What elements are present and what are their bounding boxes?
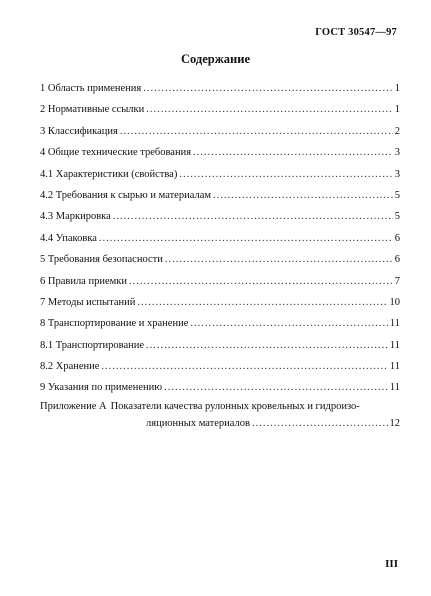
toc-entry-page: 11 (389, 318, 400, 330)
toc-entry-label: 6 Правила приемки (40, 275, 127, 287)
dot-leader (113, 211, 393, 222)
toc-entry-4-2 (40, 187, 400, 201)
toc-entry-label: 9 Указания по применению (40, 382, 163, 394)
toc-entry-label: 4.1 Характеристики (свойства) (40, 168, 178, 180)
toc-entry-label: 7 Методы испытаний (40, 296, 136, 308)
toc-entry-label: 5 Требования безопасности (40, 254, 163, 266)
toc-entry-page: 3 (394, 147, 400, 159)
appendix-line-1 (40, 401, 400, 415)
toc-entry-page: 11 (389, 382, 400, 394)
toc-entry-page: 11 (389, 339, 400, 351)
toc-entry-1 (40, 80, 400, 94)
toc-entry-9 (40, 379, 400, 393)
toc-entry-3 (40, 123, 400, 137)
toc-entry-2 (40, 101, 400, 115)
toc-entry-page: 5 (394, 189, 400, 201)
toc-entry-label: 4.4 Упаковка (40, 232, 97, 244)
toc-entry-label: 4.3 Маркировка (40, 211, 111, 223)
dot-leader (193, 147, 393, 158)
dot-leader (179, 169, 392, 180)
toc-entry-7 (40, 294, 400, 308)
dot-leader (120, 126, 393, 137)
toc-entry-4-3 (40, 208, 400, 222)
toc-entry-label: 1 Область применения (40, 83, 142, 94)
appendix-line-2 (40, 415, 400, 429)
toc-entry-5 (40, 251, 400, 265)
dot-leader (129, 276, 393, 287)
document-code: ГОСТ 30547—97 (315, 27, 397, 38)
toc-entry-label: 4 Общие технические требования (40, 147, 192, 159)
dot-leader (164, 382, 388, 393)
dot-leader (137, 297, 387, 308)
toc-entry-page: 7 (394, 275, 400, 287)
toc-entry-appendix-a (40, 401, 400, 429)
toc-entry-label: 4.2 Требования к сырью и материалам (40, 189, 212, 201)
toc-entry-8-2 (40, 358, 400, 372)
dot-leader (213, 190, 393, 201)
toc-entry-label: 8.2 Хранение (40, 361, 100, 373)
dot-leader (146, 340, 388, 351)
page-number: III (385, 558, 398, 570)
dot-leader (99, 233, 393, 244)
toc-entry-page: 2 (394, 125, 400, 137)
toc-entry-label: 8 Транспортирование и хранение (40, 318, 189, 330)
toc-entry-4-1 (40, 166, 400, 180)
toc-entry-label: 8.1 Транспортирование (40, 339, 145, 351)
toc-entry-page: 6 (394, 254, 400, 266)
dot-leader (143, 83, 393, 94)
table-of-contents (40, 80, 400, 429)
dot-leader (101, 361, 387, 372)
toc-entry-4 (40, 144, 400, 158)
toc-entry-4-4 (40, 230, 400, 244)
toc-entry-page: 1 (394, 104, 400, 116)
toc-entry-page: 1 (394, 83, 400, 94)
toc-entry-page: 6 (394, 232, 400, 244)
dot-leader (190, 318, 388, 329)
toc-entry-label: 3 Классификация (40, 125, 118, 137)
toc-entry-label: 2 Нормативные ссылки (40, 104, 145, 116)
toc-entry-page: 11 (389, 361, 400, 373)
dot-leader (165, 254, 393, 265)
toc-entry-page: 5 (394, 211, 400, 223)
dot-leader (252, 418, 387, 429)
toc-entry-8 (40, 315, 400, 329)
toc-entry-6 (40, 273, 400, 287)
toc-entry-page: 10 (389, 296, 400, 308)
toc-title: Содержание (180, 52, 250, 66)
appendix-prefix: Приложение А (40, 400, 107, 412)
toc-entry-8-1 (40, 337, 400, 351)
dot-leader (146, 104, 393, 115)
appendix-title-line-2: ляционных материалов (146, 417, 251, 429)
toc-entry-page: 12 (389, 417, 400, 429)
toc-entry-page: 3 (394, 168, 400, 180)
appendix-title-line-1: Показатели качества рулонных кровельных и гидроизо- (110, 400, 360, 412)
